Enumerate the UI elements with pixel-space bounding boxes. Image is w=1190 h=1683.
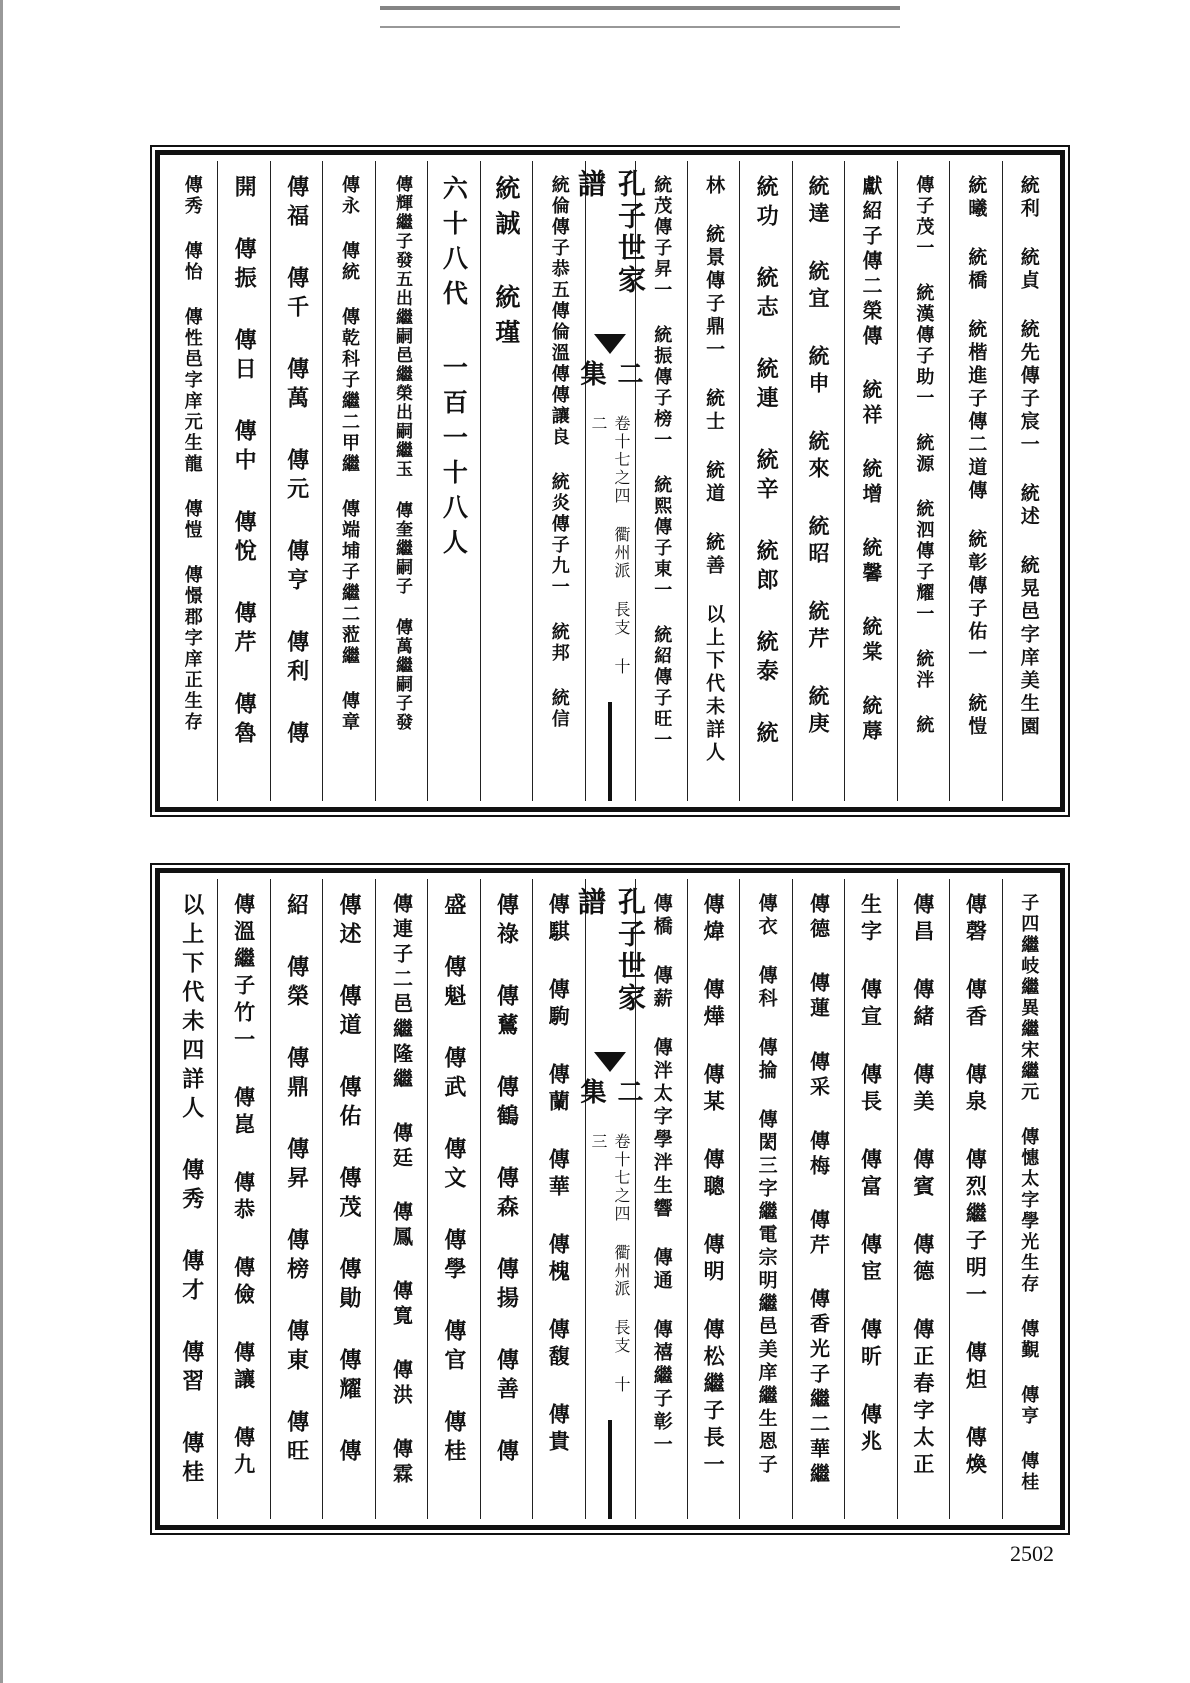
column-text: 紹 傳榮 傳鼎 傳昇 傳榜 傳東 傳旺 — [283, 893, 310, 1468]
volume-label: 二集 — [576, 359, 643, 386]
genealogy-column — [322, 879, 374, 1519]
column-text: 傳子茂一 統漢傳子助一 統源 統泗傳子耀一 統泮 統 — [913, 175, 935, 736]
column-text: 傳秀 傳怡 傳性邑字庠元生龍 傳愷 傳憬郡字庠正生存 — [181, 175, 203, 733]
top-scan-artifact — [380, 6, 900, 28]
column-text: 統利 統貞 統先傳子宸一 統述 統晃邑字庠美生園 — [1017, 175, 1040, 739]
page-number: 2502 — [1010, 1541, 1054, 1566]
column-text: 傳永 傳統 傳乾科子繼二甲繼 傳端埔子繼二蒞繼 傳章 — [339, 175, 361, 733]
column-text: 傳衣 傳科 傳掄 傳閎三字繼電宗明繼邑美庠繼生恩子 — [755, 893, 778, 1477]
genealogy-page-top — [155, 150, 1065, 812]
column-text: 傳煒 傳燁 傳某 傳聰 傳明 傳松繼子長一 — [701, 893, 727, 1480]
genealogy-column — [1002, 161, 1054, 801]
column-text: 傳磬 傳香 傳泉 傳烈繼子明一 傳炟 傳煥 — [963, 893, 989, 1480]
column-text: 以上下代未四詳人 傳秀 傳才 傳習 傳桂 — [178, 893, 205, 1489]
genealogy-column — [217, 161, 269, 801]
column-text: 傳祿 傳鶿 傳鶴 傳森 傳揚 傳善 傳 — [493, 893, 520, 1468]
column-text: 統誠 統瑾 — [491, 175, 521, 354]
genealogy-column — [949, 161, 1001, 801]
genealogy-column — [166, 161, 217, 801]
genealogy-page-bottom — [155, 868, 1065, 1530]
genealogy-column — [687, 161, 739, 801]
column-text: 統功 統志 統連 統辛 統郎 統泰 統 — [753, 175, 780, 750]
column-text: 傳騏 傳駒 傳蘭 傳華 傳槐 傳馥 傳貴 — [546, 893, 572, 1457]
genealogy-column — [792, 879, 844, 1519]
column-text: 六十八代 一百一十八人 — [439, 175, 469, 564]
genealogy-column — [739, 879, 791, 1519]
genealogy-column — [427, 161, 479, 801]
column-grid-bottom — [166, 879, 1054, 1519]
genealogy-column — [375, 879, 427, 1519]
column-text: 盛 傳魁 傳武 傳文 傳學 傳官 傳桂 — [440, 893, 467, 1468]
column-text: 統曦 統橋 統楷進子傳二道傳 統彰傳子佑一 統愷 — [965, 175, 988, 739]
genealogy-column — [949, 879, 1001, 1519]
genealogy-column — [739, 161, 791, 801]
header-column-top — [574, 161, 647, 801]
genealogy-column — [270, 161, 322, 801]
header-column-bottom — [574, 879, 647, 1519]
genealogy-column — [480, 161, 532, 801]
column-text: 傳輝繼子發五出繼嗣邑繼榮出嗣繼玉 傳奎繼嗣子 傳萬繼嗣子發 — [391, 175, 412, 732]
genealogy-column — [270, 879, 322, 1519]
divider-bar — [608, 702, 612, 801]
genealogy-column — [532, 161, 584, 801]
genealogy-column — [375, 161, 427, 801]
genealogy-column — [844, 879, 896, 1519]
column-text: 統達 統宜 統申 統來 統昭 統芹 統庚 — [806, 175, 832, 739]
column-text: 傳連子二邑繼隆繼 傳廷 傳鳳 傳寬 傳洪 傳霖 — [389, 893, 414, 1488]
genealogy-column — [792, 161, 844, 801]
column-text: 傳福 傳千 傳萬 傳元 傳亨 傳利 傳 — [283, 175, 310, 750]
column-text: 林 統景傳子鼎一 統士 統道 統善 以上下代未詳人 — [703, 175, 726, 765]
volume-label: 二集 — [576, 1077, 643, 1104]
scan-edge — [0, 0, 3, 1683]
genealogy-column — [427, 879, 479, 1519]
section-label: 卷十七之四 衢州派 長支 十三 — [589, 1133, 631, 1395]
column-grid-top — [166, 161, 1054, 801]
column-text: 傳昌 傳緒 傳美 傳賓 傳德 傳正春字太正 — [910, 893, 936, 1480]
genealogy-column — [166, 879, 217, 1519]
genealogy-column — [897, 161, 949, 801]
genealogy-column — [322, 161, 374, 801]
genealogy-column — [217, 879, 269, 1519]
column-text: 開 傳振 傳日 傳中 傳悅 傳芹 傳魯 — [231, 175, 258, 750]
genealogy-column — [897, 879, 949, 1519]
genealogy-column — [532, 879, 584, 1519]
column-text: 傳德 傳蓮 傳采 傳梅 傳芹 傳香光子繼二華繼 — [806, 893, 831, 1488]
column-text: 傳述 傳道 傳佑 傳茂 傳勛 傳耀 傳 — [336, 893, 363, 1468]
fishtail-mark-icon — [594, 1052, 626, 1072]
fishtail-mark-icon — [594, 334, 626, 354]
book-title: 孔子世家譜 — [574, 887, 647, 1015]
genealogy-column — [480, 879, 532, 1519]
genealogy-column — [844, 161, 896, 801]
column-text: 獻紹子傳二榮傳 統祥 統增 統馨 統棠 統蓐 — [858, 175, 883, 745]
column-text: 統茂傳子昇一 統振傳子榜一 統熙傳子東一 統紹傳子旺一 — [651, 175, 673, 751]
column-text: 統倫傳子恭五傳倫溫傳傳讓良 統炎傳子九一 統邦 統信 — [548, 175, 570, 730]
column-text: 子四繼岐繼異繼宋繼元 傳憓太字學光生存 傳覲 傳亨 傳桂 — [1018, 893, 1040, 1493]
column-text: 傳橋 傳薪 傳泮太字學泮生響 傳通 傳禧繼子彰一 — [650, 893, 673, 1457]
genealogy-column — [687, 879, 739, 1519]
divider-bar — [608, 1420, 612, 1519]
genealogy-column — [1002, 879, 1054, 1519]
book-title: 孔子世家譜 — [574, 169, 647, 297]
column-text: 傳溫繼子竹一 傳崑 傳恭 傳儉 傳讓 傳九 — [231, 893, 257, 1480]
section-label: 卷十七之四 衢州派 長支 十二 — [589, 415, 631, 677]
column-text: 生字 傳宣 傳長 傳富 傳宦 傳昕 傳兆 — [858, 893, 884, 1457]
